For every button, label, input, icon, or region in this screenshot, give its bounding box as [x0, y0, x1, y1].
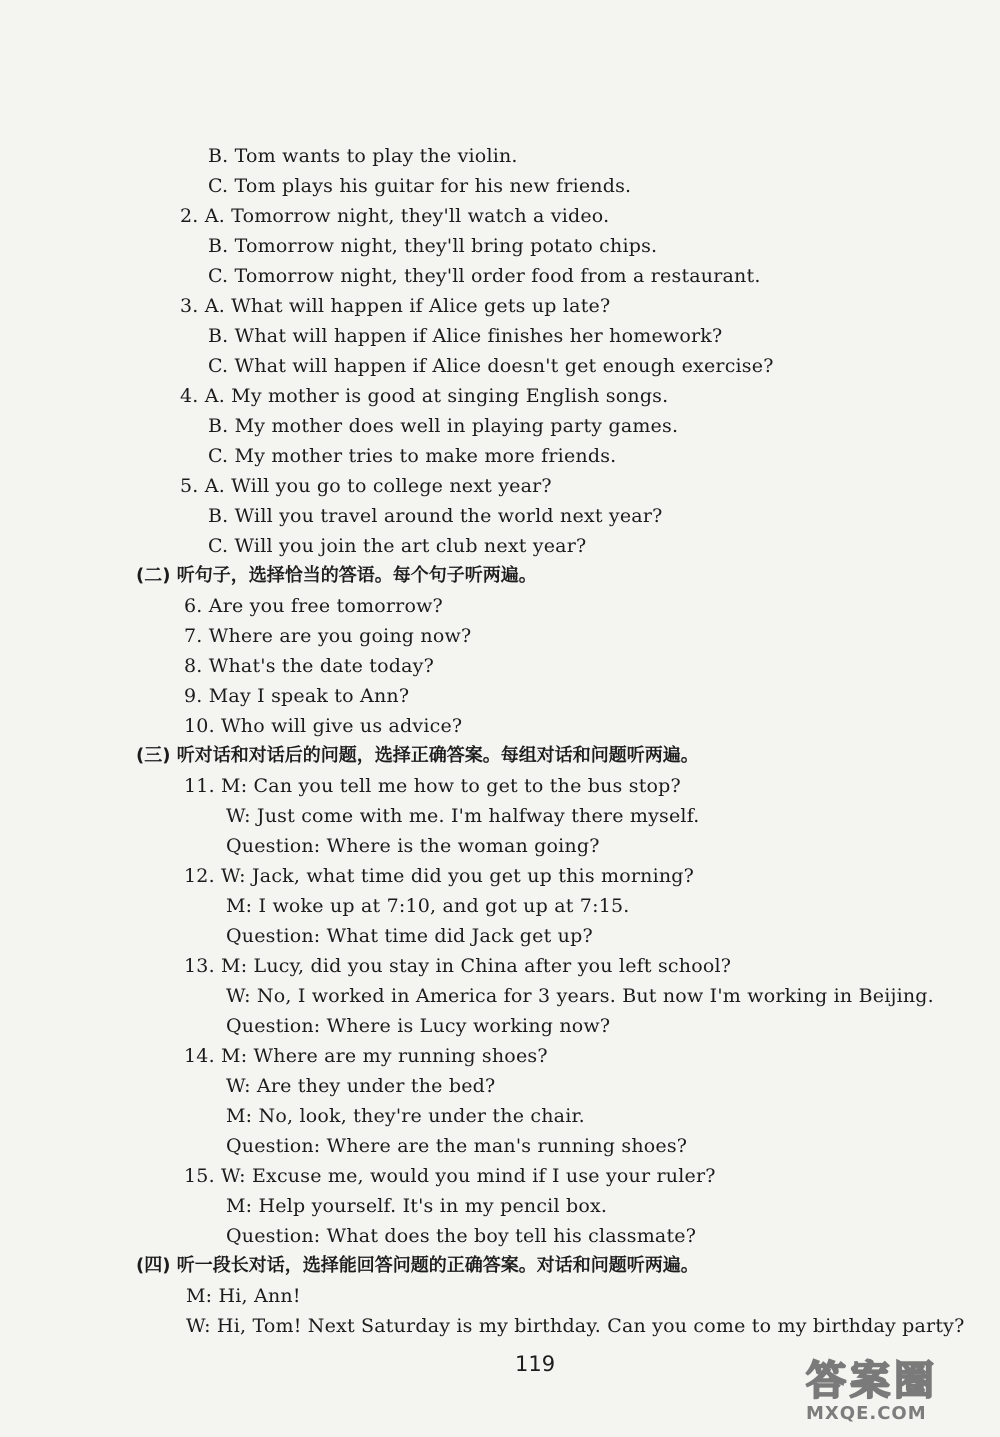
dialogue-12-m: M: I woke up at 7:10, and got up at 7:15.: [226, 895, 630, 917]
option-2b: B. Tomorrow night, they'll bring potato chips.: [208, 235, 658, 257]
dialogue-13-question: Question: Where is Lucy working now?: [226, 1015, 611, 1037]
dialogue-15-m: M: Help yourself. It's in my pencil box.: [226, 1195, 608, 1217]
dialogue-14-m2: M: No, look, they're under the chair.: [226, 1105, 585, 1127]
dialogue-14-w: W: Are they under the bed?: [226, 1075, 496, 1097]
option-2a: 2. A. Tomorrow night, they'll watch a video.: [180, 205, 610, 227]
option-1c: C. Tom plays his guitar for his new friends.: [208, 175, 632, 197]
option-1b: B. Tom wants to play the violin.: [208, 145, 518, 167]
dialogue-11-w: W: Just come with me. I'm halfway there myself.: [226, 805, 700, 827]
option-3a: 3. A. What will happen if Alice gets up late?: [180, 295, 611, 317]
dialogue-14-m: 14. M: Where are my running shoes?: [184, 1045, 548, 1067]
sentence-8: 8. What's the date today?: [184, 655, 434, 677]
sentence-7: 7. Where are you going now?: [184, 625, 472, 647]
sentence-9: 9. May I speak to Ann?: [184, 685, 410, 707]
dialogue-12-question: Question: What time did Jack get up?: [226, 925, 593, 947]
dialogue-13-w: W: No, I worked in America for 3 years. But now I'm working in Beijing.: [226, 985, 934, 1007]
option-4b: B. My mother does well in playing party games.: [208, 415, 679, 437]
page-number: 119: [515, 1352, 556, 1376]
option-4c: C. My mother tries to make more friends.: [208, 445, 617, 467]
dialogue-14-question: Question: Where are the man's running shoes?: [226, 1135, 688, 1157]
dialogue-12-w: 12. W: Jack, what time did you get up this morning?: [184, 865, 695, 887]
option-5a: 5. A. Will you go to college next year?: [180, 475, 552, 497]
dialogue-15-w: 15. W: Excuse me, would you mind if I use your ruler?: [184, 1165, 716, 1187]
long-dialogue-m: M: Hi, Ann!: [186, 1285, 301, 1307]
watermark-logo: [806, 1359, 986, 1429]
sentence-10: 10. Who will give us advice?: [184, 715, 463, 737]
dialogue-13-m: 13. M: Lucy, did you stay in China after you left school?: [184, 955, 732, 977]
long-dialogue-w: W: Hi, Tom! Next Saturday is my birthday. Can you come to my birthday party?: [186, 1315, 965, 1337]
watermark-site: MXQE.COM: [806, 1403, 927, 1424]
option-3c: C. What will happen if Alice doesn't get enough exercise?: [208, 355, 774, 377]
option-4a: 4. A. My mother is good at singing English songs.: [180, 385, 669, 407]
option-5b: B. Will you travel around the world next year?: [208, 505, 663, 527]
dialogue-11-question: Question: Where is the woman going?: [226, 835, 600, 857]
watermark-title: 答案圈: [806, 1358, 938, 1404]
dialogue-15-question: Question: What does the boy tell his classmate?: [226, 1225, 697, 1247]
section-3-heading: (三) 听对话和对话后的问题，选择正确答案。每组对话和问题听两遍。: [136, 745, 699, 766]
sentence-6: 6. Are you free tomorrow?: [184, 595, 443, 617]
option-2c: C. Tomorrow night, they'll order food from a restaurant.: [208, 265, 761, 287]
section-2-heading: (二) 听句子，选择恰当的答语。每个句子听两遍。: [136, 565, 537, 586]
dialogue-11-m: 11. M: Can you tell me how to get to the bus stop?: [184, 775, 681, 797]
option-3b: B. What will happen if Alice finishes her homework?: [208, 325, 723, 347]
section-4-heading: (四) 听一段长对话，选择能回答问题的正确答案。对话和问题听两遍。: [136, 1255, 699, 1276]
option-5c: C. Will you join the art club next year?: [208, 535, 587, 557]
